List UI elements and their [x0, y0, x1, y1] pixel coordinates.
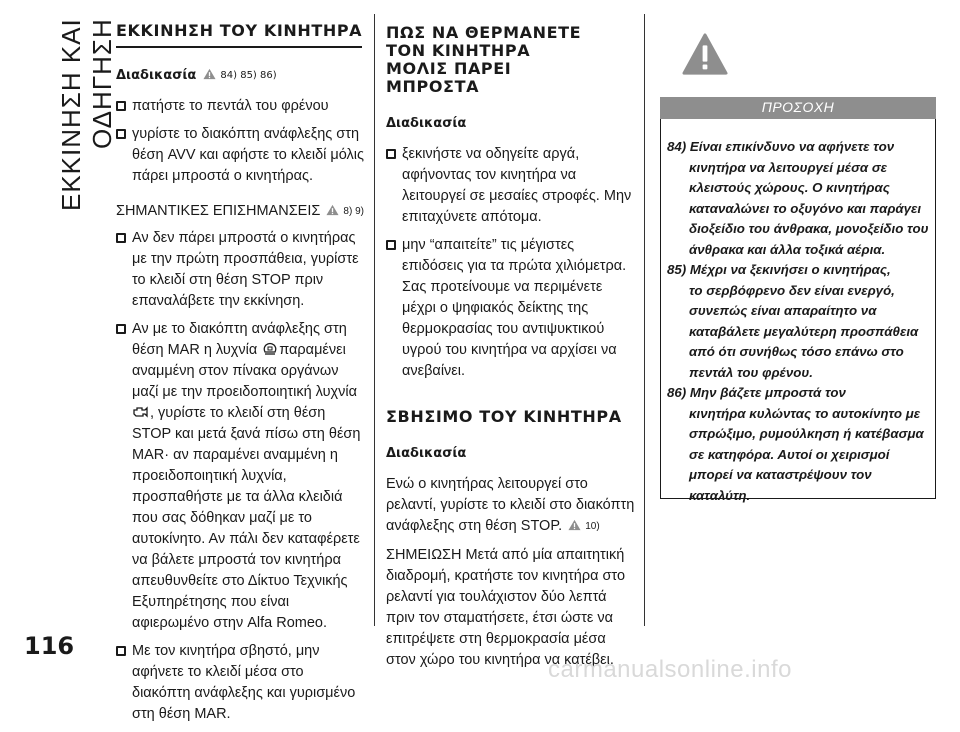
section-title: ΣΒΗΣΙΜΟ ΤΟΥ ΚΙΝΗΤΗΡΑ — [386, 407, 622, 426]
paragraph: Ενώ ο κινητήρας λειτουργεί στο ρελαντί, γυρίστε το κλειδί στο διακόπτη ανάφλεξης στη θέση STOP. 10) — [386, 476, 635, 534]
column-engine-start — [116, 14, 366, 732]
list-item: Με τον κινητήρα σβηστό, μην αφήνετε το κλειδί μέσα στο διακόπτη ανάφλεξης και γυρισμένο στη θέση MAR. — [116, 641, 366, 725]
paragraph: ΣΗΜΕΙΩΣΗ Μετά από μία απαιτητική διαδρομή, κρατήστε τον κινητήρα στο ρελαντί για τουλάχιστον δύο λεπτά πριν τον σταματήσετε, έτσι ώστε να επιτρέψετε στη θερμοκρασία μέσα στον χώρο του κινητήρα να κατέβει. — [386, 547, 626, 668]
section-title: ΠΩΣ ΝΑ ΘΕΡΜΑΝΕΤΕ ΤΟΝ ΚΙΝΗΤΗΡΑ ΜΟΛΙΣ ΠΑΡΕΙ ΜΠΡΟΣΤΑ — [386, 23, 582, 96]
list-item: Αν δεν πάρει μπροστά ο κινητήρας με την πρώτη προσπάθεια, γυρίστε το κλειδί στη θέση STOP πριν επαναλάβετε την εκκίνηση. — [116, 228, 366, 312]
footnote-refs: 84) 85) 86) — [220, 70, 277, 81]
important-notes-heading: ΣΗΜΑΝΤΙΚΕΣ ΕΠΙΣΗΜΑΝΣΕΙΣ 8) 9) — [116, 203, 364, 219]
procedure-heading: Διαδικασία — [386, 116, 467, 131]
warning-triangle-icon — [568, 519, 581, 531]
caution-note: 86) Μην βάζετε μπροστά τον κινητήρα κυλώντας το αυτοκίνητο με σπρώξιμο, ρυμούλκηση ή κατέβασμα σε κατηφόρα. Αυτοί οι χειρισμοί μπορεί να καταστρέψουν τον καταλύτη. — [667, 385, 924, 503]
immobilizer-lamp-icon — [261, 342, 279, 356]
footnote-refs: 8) 9) — [343, 206, 364, 217]
column-divider — [374, 14, 375, 626]
footnote-ref: 10) — [585, 521, 600, 532]
watermark: carmanualsonline.info — [548, 656, 792, 683]
list-item: γυρίστε το διακόπτη ανάφλεξης στη θέση AVV και αφήστε το κλειδί μόλις πάρει μπροστά ο κινητήρας. — [116, 124, 366, 187]
caution-note: 84) Είναι επικίνδυνο να αφήνετε τον κινητήρα να λειτουργεί μέσα σε κλειστούς χώρους. Ο κινητήρας καταναλώνει το οξυγόνο και παράγει διοξείδιο του άνθρακα, μονοξείδιο του άνθρακα και άλλα τοξικά αέρια. — [667, 139, 929, 257]
warning-triangle-icon — [203, 68, 216, 80]
procedure-heading: Διαδικασία 84) 85) 86) — [116, 68, 277, 83]
caution-notes — [660, 119, 936, 503]
column-divider — [644, 14, 645, 626]
engine-warning-lamp-icon — [132, 405, 150, 419]
caution-panel — [660, 32, 936, 503]
warning-triangle-icon — [682, 32, 728, 76]
page-number: 116 — [24, 632, 75, 660]
caution-note: 85) Μέχρι να ξεκινήσει ο κινητήρας, το σερβόφρενο δεν είναι ενεργό, συνεπώς είναι απαραίτητο να καταβάλετε μεγαλύτερη προσπάθεια από ότι συνήθως τόσο επάνω στο πεντάλ του φρένου. — [667, 262, 919, 380]
procedure-heading: Διαδικασία — [386, 446, 467, 461]
warning-triangle-icon — [326, 204, 339, 216]
caution-title-bar: ΠΡΟΣΟΧΗ — [660, 97, 936, 119]
list-item: μην “απαιτείτε” τις μέγιστες επιδόσεις για τα πρώτα χιλιόμετρα. Σας προτείνουμε να περιμένετε μέχρι ο ψηφιακός δείκτης της θερμοκρασίας του αντιψυκτικού υγρού του κινητήρα να αρχίσει να ανεβαίνει. — [386, 235, 636, 382]
section-side-title: ΕΚΚΙΝΗΣΗ ΚΑΙ ΟΔΗΓΗΣΗ — [56, 18, 117, 211]
section-title: ΕΚΚΙΝΗΣΗ ΤΟΥ ΚΙΝΗΤΗΡΑ — [116, 22, 362, 48]
list-item: Αν με το διακόπτη ανάφλεξης στη θέση MAR η λυχνία παραμένει αναμμένη στον πίνακα οργάνων μαζί με την προειδοποιητική λυχνία , γυρίστε το κλειδί στη θέση STOP και μετά ξανά πίσω στη θέση MAR· αν παραμένει αναμμένη η προειδοποιητική λυχνία, προσπαθήστε με τα άλλα κλειδιά που σας δόθηκαν μαζί με το αυτοκίνητο. Αν πάλι δεν καταφέρετε να βάλετε μπροστά τον κινητήρα απευθυνθείτε στο Δίκτυο Τεχνικής Εξυπηρέτησης που είναι αφιερωμένο στην Alfa Romeo. — [116, 319, 366, 634]
column-warm-up-and-stop — [386, 14, 636, 679]
list-item: ξεκινήστε να οδηγείτε αργά, αφήνοντας τον κινητήρα να λειτουργεί σε μεσαίες στροφές. Μην επιταχύνετε απότομα. — [386, 144, 636, 228]
list-item: πατήστε το πεντάλ του φρένου — [116, 96, 366, 117]
